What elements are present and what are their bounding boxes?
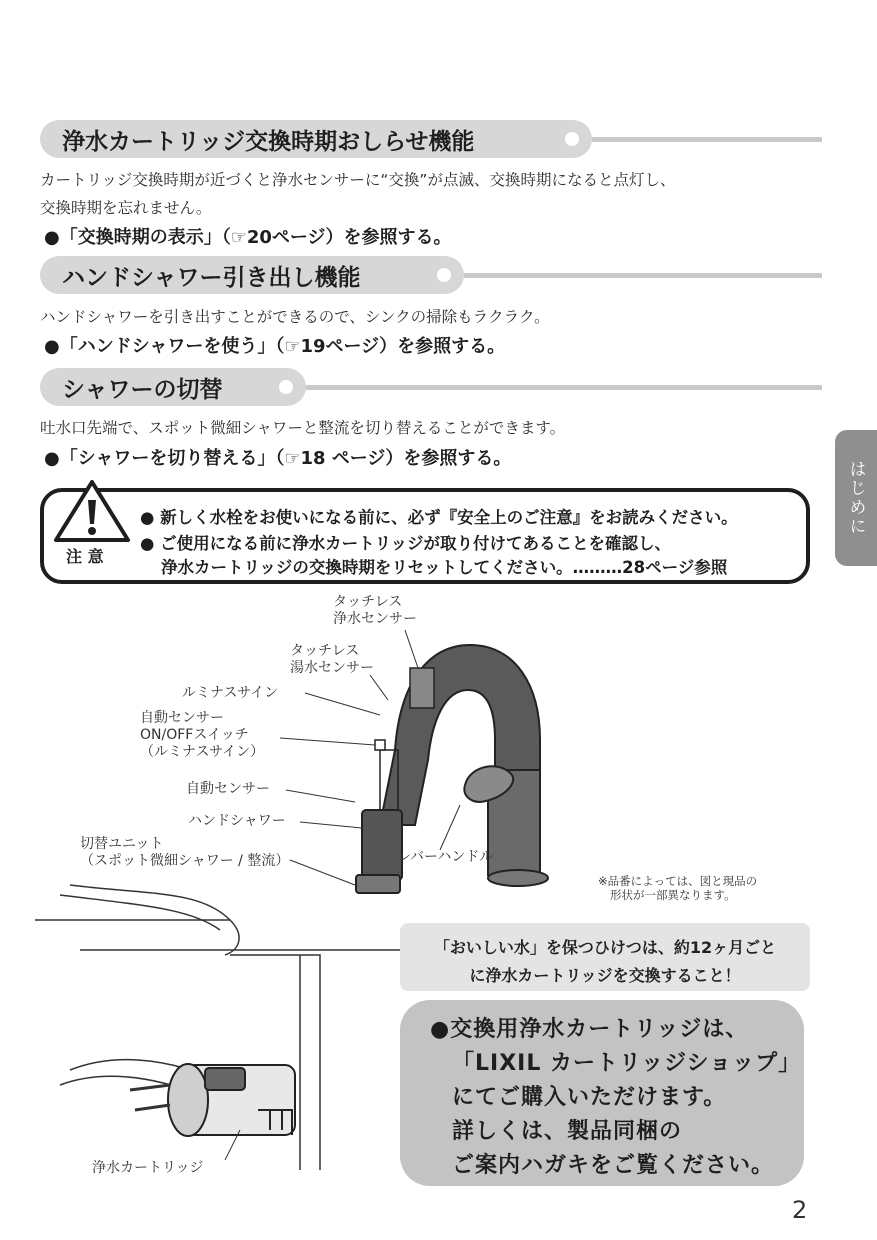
- page-reference: ●「シャワーを切り替える」（☞18 ページ）を参照する。: [44, 448, 512, 469]
- section-heading-shower-switch: [40, 368, 822, 406]
- page-number: 2: [792, 1196, 808, 1224]
- replacement-tip-box: [400, 923, 810, 991]
- label-touchless-pure-sensor: [333, 594, 417, 628]
- side-tab-introduction[interactable]: [835, 430, 877, 566]
- note-line: 形状が一部異なります。: [610, 888, 736, 902]
- section-heading-pill: [40, 256, 464, 294]
- label-line: 切替ユニット: [80, 836, 164, 852]
- heading-text: ハンドシャワー引き出し機能: [62, 264, 361, 291]
- label-line: （ルミナスサイン）: [140, 744, 265, 760]
- label-cartridge: 浄水カートリッジ: [92, 1160, 204, 1176]
- section-heading-pill: [40, 368, 306, 406]
- section-heading-cartridge-notice: [40, 120, 822, 158]
- label-luminous-sign: ルミナスサイン: [182, 685, 279, 701]
- section-body: カートリッジ交換時期が近づくと浄水センサーに“交換”が点滅、交換時期になると点灯し、: [40, 171, 676, 189]
- label-switch-unit: [80, 836, 289, 870]
- section-body: ハンドシャワーを引き出すことができるので、シンクの掃除もラクラク。: [40, 308, 550, 326]
- label-line: 浄水センサー: [333, 611, 417, 627]
- label-touchless-hot-sensor: [290, 643, 374, 677]
- cartridge-illustration: [130, 1064, 295, 1136]
- cartridge-shop-box: [400, 1000, 804, 1186]
- heading-dot: [279, 380, 293, 394]
- heading-dot: [437, 268, 451, 282]
- label-hand-shower: ハンドシャワー: [188, 813, 286, 829]
- heading-rule: [592, 137, 822, 142]
- label-line: 湯水センサー: [290, 660, 374, 676]
- label-auto-sensor: 自動センサー: [186, 781, 270, 797]
- label-line: （スポット微細シャワー / 整流）: [80, 853, 290, 869]
- shop-line: にてご購入いただけます。: [452, 1085, 727, 1110]
- warning-triangle-icon: [52, 478, 132, 544]
- label-lever-handle: レバーハンドル: [397, 849, 494, 865]
- shop-line: ●交換用浄水カートリッジは、: [430, 1017, 749, 1042]
- label-line: タッチレス: [290, 643, 360, 659]
- label-line: ON/OFFスイッチ: [140, 727, 249, 743]
- shop-line: 詳しくは、製品同梱の: [452, 1119, 683, 1144]
- label-line: 自動センサー: [140, 710, 224, 726]
- section-body: 交換時期を忘れません。: [40, 199, 212, 217]
- caution-line: ● ご使用になる前に浄水カートリッジが取り付けてあることを確認し、: [140, 534, 671, 553]
- heading-text: 浄水カートリッジ交換時期おしらせ機能: [62, 128, 475, 155]
- side-tab-label: はじめに: [845, 460, 866, 536]
- label-line: タッチレス: [333, 594, 403, 610]
- shop-line: 「LIXIL カートリッジショップ」: [452, 1051, 802, 1076]
- page-reference: ●「交換時期の表示」（☞20ページ）を参照する。: [44, 227, 452, 248]
- diagram-note: [598, 874, 757, 902]
- heading-text: シャワーの切替: [62, 376, 223, 403]
- tip-line: 「おいしい水」を保つひけつは、約12ヶ月ごと: [433, 938, 777, 957]
- shop-line: ご案内ハガキをご覧ください。: [452, 1153, 775, 1178]
- section-body: 吐水口先端で、スポット微細シャワーと整流を切り替えることができます。: [40, 419, 566, 437]
- caution-line: 浄水カートリッジの交換時期をリセットしてください。………28ページ参照: [161, 558, 728, 577]
- page-reference: ●「ハンドシャワーを使う」（☞19ページ）を参照する。: [44, 336, 506, 357]
- section-heading-pill: [40, 120, 592, 158]
- caution-line: ● 新しく水栓をお使いになる前に、必ず『安全上のご注意』をお読みください。: [140, 508, 738, 527]
- caution-label: 注 意: [66, 547, 104, 566]
- caution-box: [40, 488, 810, 584]
- section-heading-hand-shower: [40, 256, 822, 294]
- heading-rule: [306, 385, 822, 390]
- note-line: ※品番によっては、図と現品の: [598, 874, 758, 888]
- heading-rule: [464, 273, 822, 278]
- tip-line: に浄水カートリッジを交換すること！: [469, 966, 741, 985]
- heading-dot: [565, 132, 579, 146]
- label-auto-sensor-switch: [140, 710, 264, 761]
